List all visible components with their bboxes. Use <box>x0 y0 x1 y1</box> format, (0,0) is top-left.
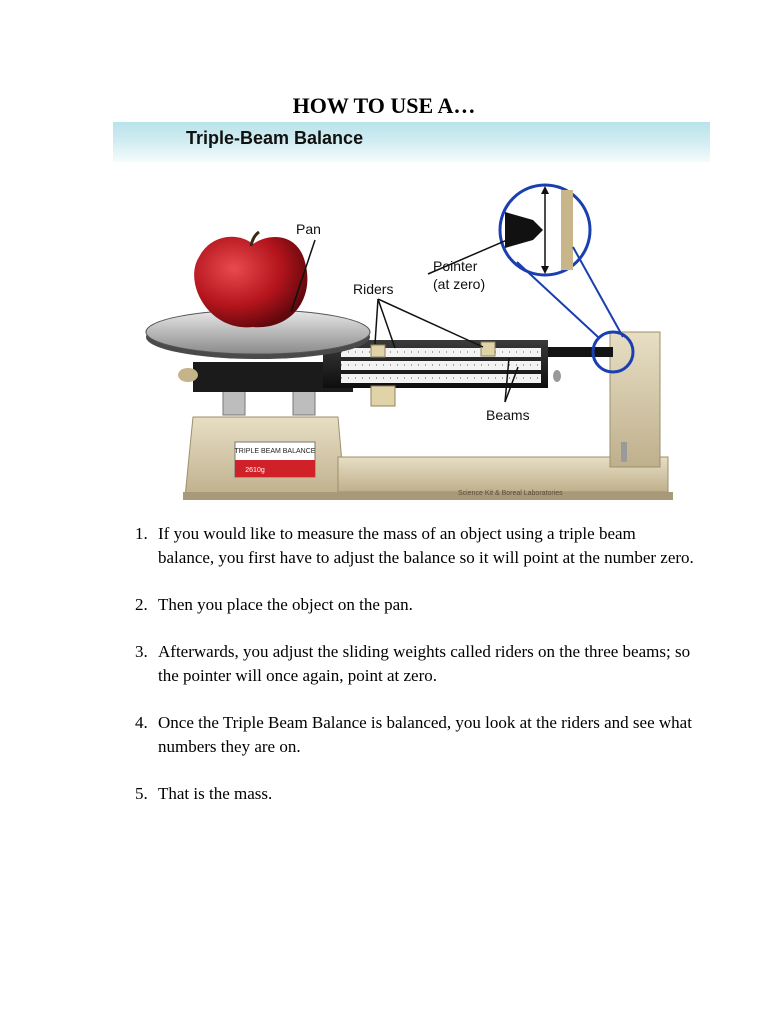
list-item <box>135 593 695 617</box>
step-number: 2. <box>135 595 148 614</box>
section-banner <box>113 122 710 162</box>
step-number: 1. <box>135 524 148 543</box>
step-text: Once the Triple Beam Balance is balanced, you look at the riders and see what numbers they are on. <box>158 713 692 756</box>
label-beams: Beams <box>486 407 530 423</box>
step-number: 5. <box>135 784 148 803</box>
plate-title: TRIPLE BEAM BALANCE <box>234 448 316 455</box>
step-number: 4. <box>135 713 148 732</box>
label-pan: Pan <box>296 221 321 237</box>
list-item <box>135 782 695 806</box>
instruction-list <box>135 522 695 829</box>
list-item <box>135 640 695 688</box>
list-item <box>135 522 695 570</box>
brand-strip: Science Kit & Boreal Laboratories <box>458 490 563 497</box>
balance-illustration <box>113 162 710 517</box>
plate-capacity: 2610g <box>245 467 265 474</box>
step-text: Then you place the object on the pan. <box>158 595 413 614</box>
step-text: Afterwards, you adjust the sliding weights called riders on the three beams; so the pointer will once again, point at zero. <box>158 642 691 685</box>
list-item <box>135 711 695 759</box>
page-title: HOW TO USE A… <box>292 93 476 118</box>
step-text: That is the mass. <box>158 784 273 803</box>
model-label-plate <box>235 442 316 477</box>
beams <box>323 340 613 388</box>
label-pointer-note: (at zero) <box>433 276 486 292</box>
label-riders: Riders <box>353 281 394 297</box>
step-number: 3. <box>135 642 148 661</box>
banner-title: Triple-Beam Balance <box>186 128 364 148</box>
step-text: If you would like to measure the mass of an object using a triple beam balance, you first have to adjust the balance so it will point at the number zero. <box>158 524 694 567</box>
label-pointer: Pointer <box>433 258 478 274</box>
